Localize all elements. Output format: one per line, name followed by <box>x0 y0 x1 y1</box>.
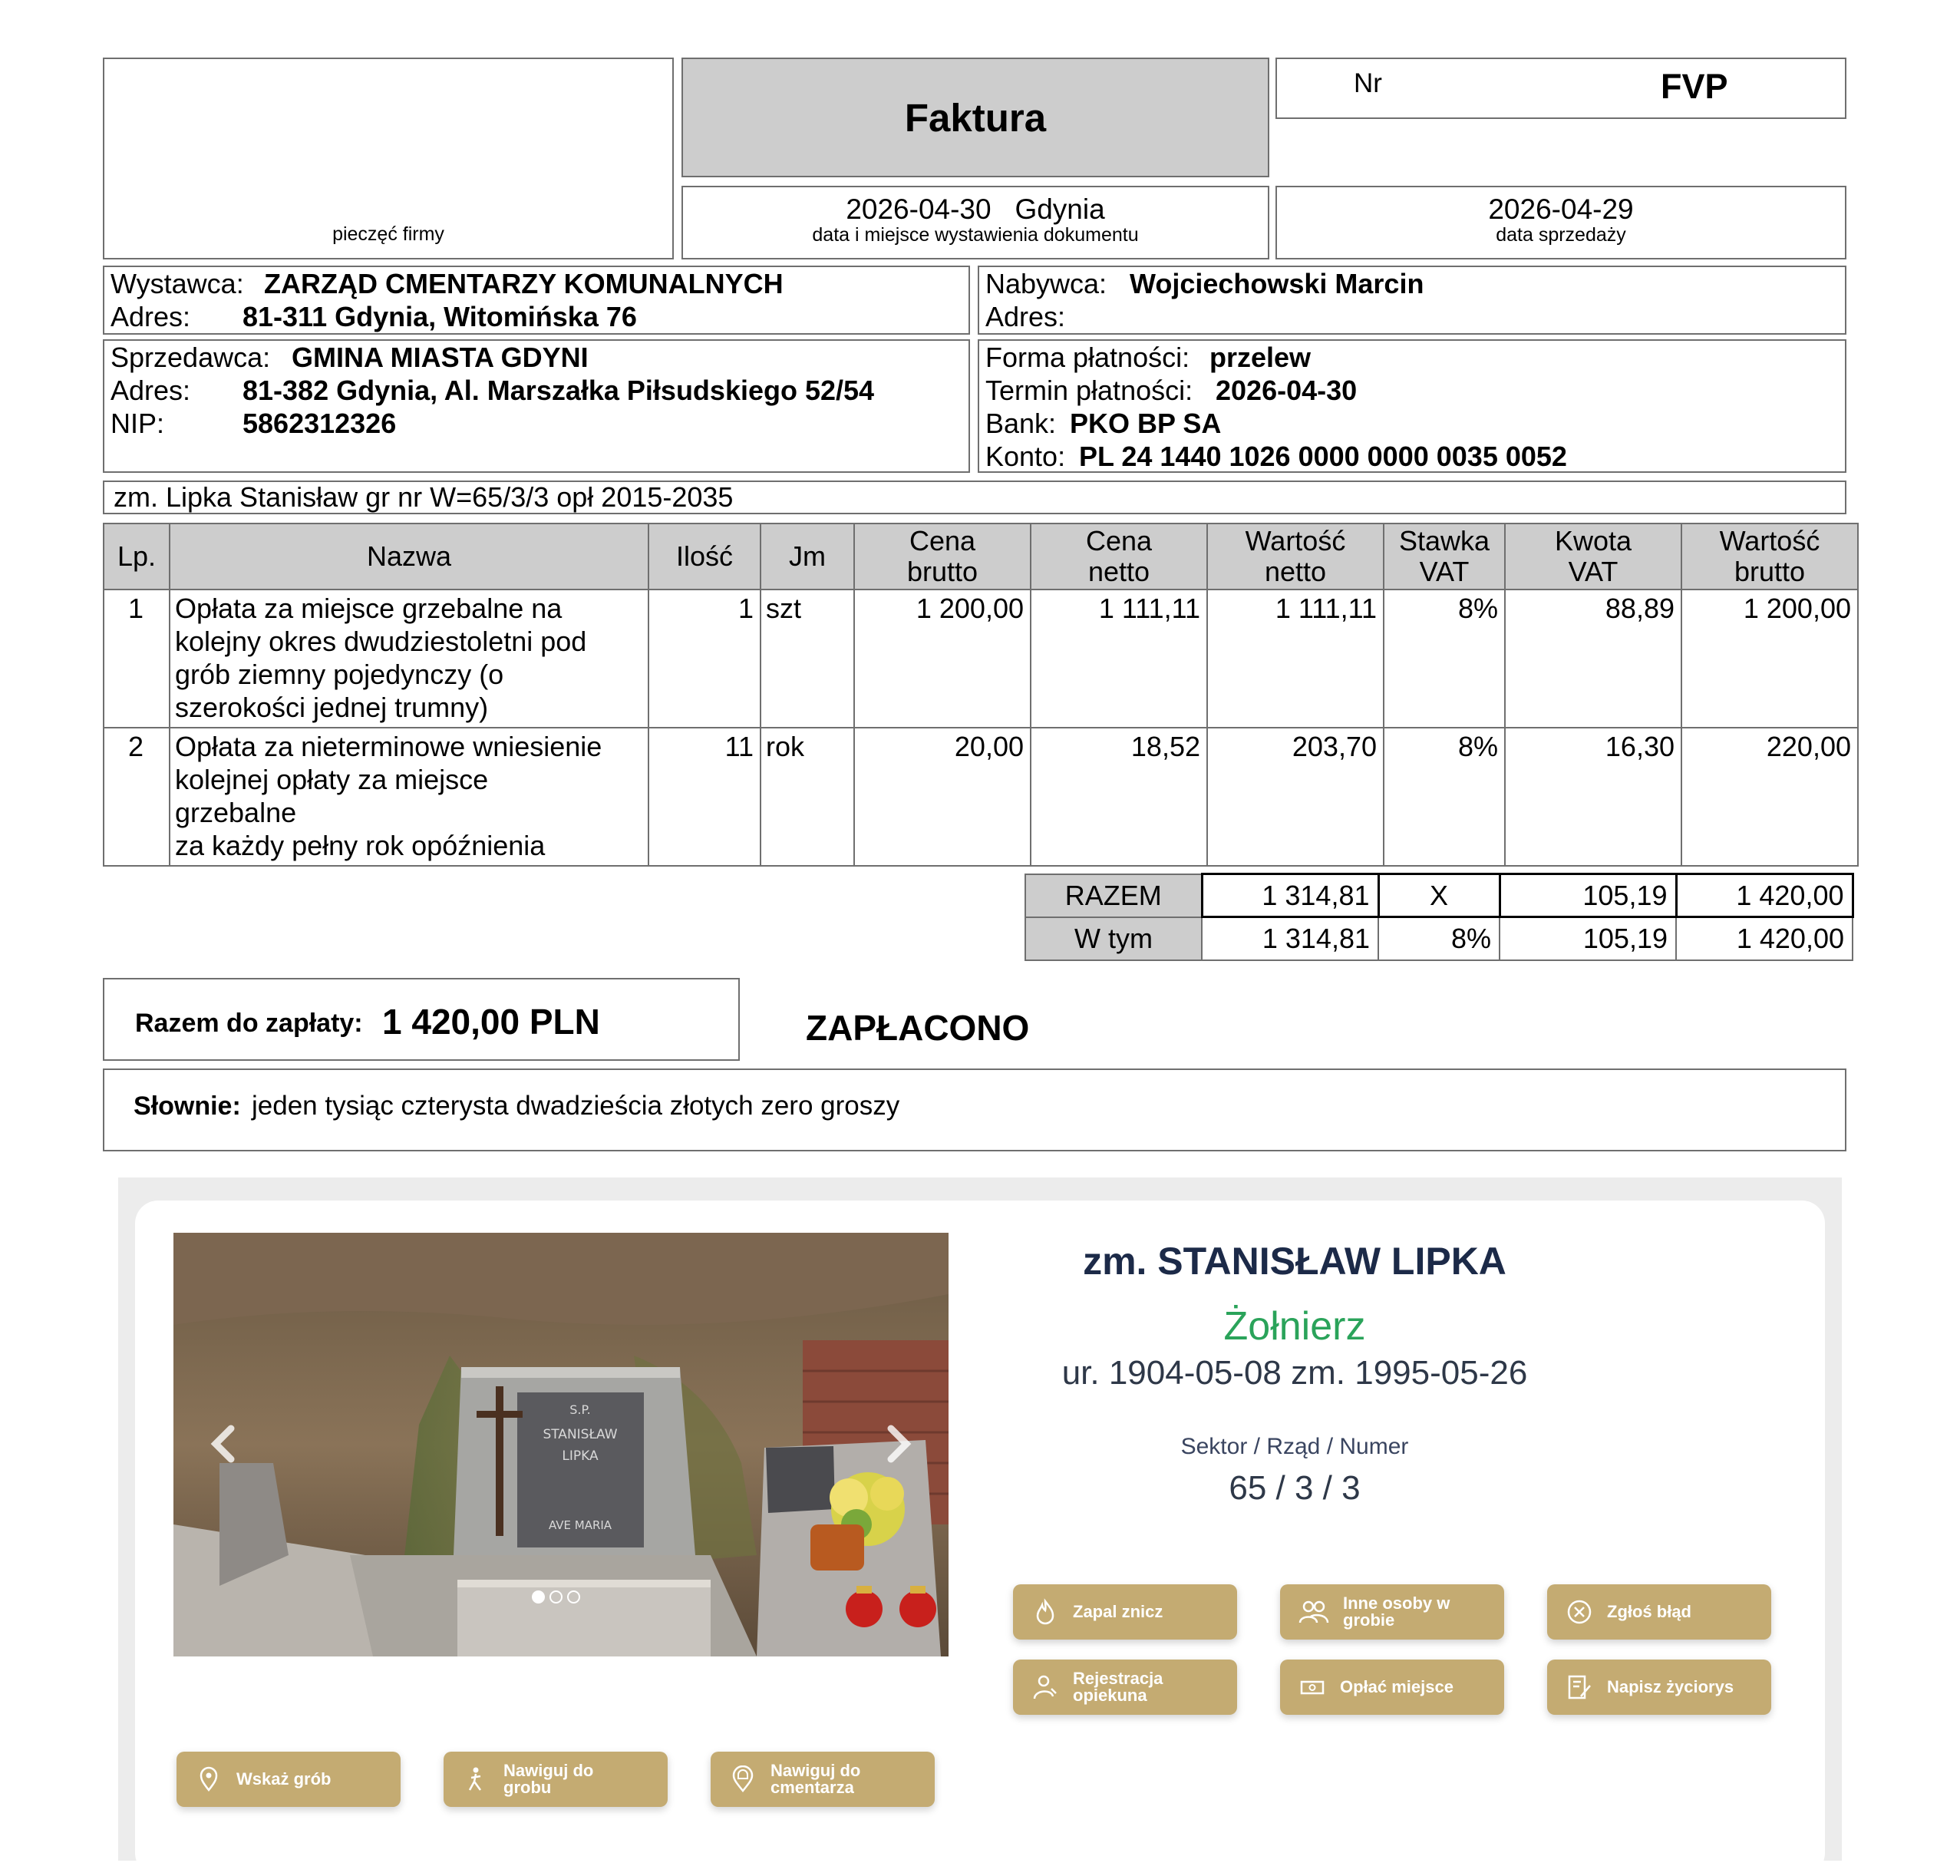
sale-date-box <box>1275 186 1846 259</box>
items-table <box>103 523 1859 867</box>
row-gross-price: 1 200,00 <box>854 590 1031 728</box>
summary-total-label: RAZEM <box>1025 874 1202 917</box>
invoice-number-box <box>1275 58 1846 119</box>
col-header-unit: Jm <box>761 523 854 590</box>
payment-due-label: Termin płatności: <box>985 375 1193 406</box>
summary-table <box>1025 873 1854 961</box>
seller-nip-label: NIP: <box>111 408 165 439</box>
invoice-number-value: FVP <box>1661 67 1728 106</box>
issuer-section <box>103 266 970 335</box>
payment-section <box>978 339 1846 473</box>
write-biography-label: Napisz życiorys <box>1607 1677 1734 1696</box>
amount-in-words-value: jeden tysiąc czterysta dwadzieścia złotych zero groszy <box>252 1091 900 1121</box>
payment-form-label: Forma płatności: <box>985 342 1190 373</box>
navigate-cemetery-button[interactable] <box>711 1752 935 1807</box>
others-in-grave-label: Inne osoby w grobie <box>1343 1594 1450 1630</box>
table-header-row <box>104 523 1858 590</box>
row-gross-value: 1 200,00 <box>1681 590 1858 728</box>
seller-address: 81-382 Gdynia, Al. Marszałka Piłsudskiego 52/54 <box>243 375 875 406</box>
sale-caption: data sprzedaży <box>1496 224 1626 246</box>
payment-form: przelew <box>1209 342 1312 373</box>
row-lp: 2 <box>104 728 170 866</box>
navigate-cemetery-label: Nawiguj do cmentarza <box>770 1761 861 1797</box>
summary-of-which-rate: 8% <box>1378 917 1500 960</box>
summary-total-net: 1 314,81 <box>1202 874 1378 917</box>
grave-location-label: Sektor / Rząd / Numer <box>1180 1434 1409 1459</box>
flame-icon <box>1031 1598 1059 1626</box>
summary-of-which-net: 1 314,81 <box>1202 917 1378 960</box>
carousel-dot[interactable] <box>549 1590 563 1604</box>
row-vat-amount: 88,89 <box>1505 590 1681 728</box>
col-header-gross-price: Cena brutto <box>854 523 1031 590</box>
sale-date: 2026-04-29 <box>1488 193 1634 225</box>
deceased-name: zm. STANISŁAW LIPKA <box>1083 1240 1506 1283</box>
row-gross-price: 20,00 <box>854 728 1031 866</box>
row-qty: 11 <box>648 728 761 866</box>
walking-person-icon <box>462 1765 490 1793</box>
people-icon <box>1298 1598 1329 1626</box>
seller-name: GMINA MIASTA GDYNI <box>292 342 589 373</box>
payment-due: 2026-04-30 <box>1216 375 1358 406</box>
row-unit: szt <box>761 590 854 728</box>
banknote-icon <box>1298 1673 1326 1701</box>
col-header-name: Nazwa <box>170 523 648 590</box>
summary-of-which-vat: 105,19 <box>1500 917 1676 960</box>
row-lp: 1 <box>104 590 170 728</box>
summary-total-vat: 105,19 <box>1500 874 1676 917</box>
table-row <box>104 728 1858 866</box>
grave-card <box>135 1201 1825 1876</box>
table-row <box>104 590 1858 728</box>
issuer-address-label: Adres: <box>111 301 191 332</box>
show-grave-label: Wskaż grób <box>236 1769 332 1788</box>
summary-of-which-gross: 1 420,00 <box>1676 917 1853 960</box>
account-label: Konto: <box>985 441 1066 472</box>
col-header-vat-amount: Kwota VAT <box>1505 523 1681 590</box>
issuer-address: 81-311 Gdynia, Witomińska 76 <box>243 301 637 332</box>
col-header-gross-value: Wartość brutto <box>1681 523 1858 590</box>
issuer-label: Wystawca: <box>111 268 244 299</box>
row-vat-amount: 16,30 <box>1505 728 1681 866</box>
row-vat-rate: 8% <box>1384 590 1505 728</box>
report-error-button[interactable] <box>1547 1584 1771 1640</box>
seller-section <box>103 339 970 473</box>
headstone-text-line: S.P. <box>569 1402 591 1417</box>
row-gross-value: 220,00 <box>1681 728 1858 866</box>
invoice-number-label: Nr <box>1354 68 1382 98</box>
carousel-dot-active[interactable] <box>532 1590 545 1604</box>
paid-stamp: ZAPŁACONO <box>806 1008 1030 1048</box>
row-net-value: 203,70 <box>1207 728 1384 866</box>
stamp-label: pieczęć firmy <box>332 223 444 245</box>
row-net-value: 1 111,11 <box>1207 590 1384 728</box>
issue-place: Gdynia <box>1015 193 1105 225</box>
company-stamp-area <box>103 58 674 259</box>
row-name: Opłata za miejsce grzebalne na kolejny okres dwudziestoletni pod grób ziemny pojedynczy (o szerokości jednej trumny) <box>170 590 648 728</box>
others-in-grave-button[interactable] <box>1280 1584 1504 1640</box>
summary-total-gross: 1 420,00 <box>1676 874 1853 917</box>
report-error-label: Zgłoś błąd <box>1607 1602 1691 1621</box>
edit-document-icon <box>1566 1673 1593 1701</box>
row-qty: 1 <box>648 590 761 728</box>
col-header-vat-rate: Stawka VAT <box>1384 523 1505 590</box>
headstone-text-line: AVE MARIA <box>548 1518 612 1532</box>
bank-label: Bank: <box>985 408 1057 439</box>
col-header-qty: Ilość <box>648 523 761 590</box>
amount-in-words-box <box>103 1068 1846 1151</box>
summary-of-which-label: W tym <box>1025 917 1202 960</box>
summary-total-rate: X <box>1378 874 1500 917</box>
buyer-address-label: Adres: <box>985 301 1066 332</box>
issuer-name: ZARZĄD CMENTARZY KOMUNALNYCH <box>264 268 784 299</box>
issue-date-box <box>681 186 1269 259</box>
col-header-lp: Lp. <box>104 523 170 590</box>
buyer-section <box>978 266 1846 335</box>
navigate-grave-button[interactable] <box>444 1752 668 1807</box>
guardian-icon <box>1031 1673 1059 1701</box>
issue-caption: data i miejsce wystawienia dokumentu <box>812 224 1139 246</box>
map-pin-icon <box>195 1765 223 1793</box>
headstone-text-line: STANISŁAW <box>543 1427 618 1442</box>
row-name: Opłata za nieterminowe wniesienie kolejnej opłaty za miejsce grzebalne za każdy pełny rok opóźnienia <box>170 728 648 866</box>
buyer-name: Wojciechowski Marcin <box>1130 268 1424 299</box>
row-net-price: 18,52 <box>1031 728 1207 866</box>
deceased-role: Żołnierz <box>1223 1304 1366 1349</box>
amount-due-box <box>103 978 740 1061</box>
amount-due-value: 1 420,00 PLN <box>382 1002 600 1042</box>
summary-of-which-row <box>1025 917 1853 960</box>
row-vat-rate: 8% <box>1384 728 1505 866</box>
error-circle-icon <box>1566 1598 1593 1626</box>
register-guardian-label: Rejestracja opiekuna <box>1073 1669 1163 1705</box>
write-biography-button[interactable] <box>1547 1660 1771 1715</box>
invoice-title-box <box>681 58 1269 177</box>
seller-address-label: Adres: <box>111 375 191 406</box>
pay-place-button[interactable] <box>1280 1660 1504 1715</box>
light-candle-label: Zapal znicz <box>1073 1602 1163 1621</box>
issue-date: 2026-04-30 <box>846 193 992 225</box>
summary-total-row <box>1025 874 1853 917</box>
register-guardian-button[interactable] <box>1013 1660 1237 1715</box>
col-header-net-value: Wartość netto <box>1207 523 1384 590</box>
seller-label: Sprzedawca: <box>111 342 271 373</box>
account-number: PL 24 1440 1026 0000 0000 0035 0052 <box>1079 441 1567 472</box>
amount-in-words-label: Słownie: <box>134 1092 241 1121</box>
row-net-price: 1 111,11 <box>1031 590 1207 728</box>
pay-place-label: Opłać miejsce <box>1340 1677 1454 1696</box>
show-grave-button[interactable] <box>177 1752 401 1807</box>
grave-location-value: 65 / 3 / 3 <box>1229 1469 1361 1507</box>
amount-due-label: Razem do zapłaty: <box>135 1009 363 1038</box>
location-cemetery-icon <box>729 1765 757 1793</box>
carousel-dot[interactable] <box>567 1590 580 1604</box>
headstone-text-line: LIPKA <box>562 1448 599 1464</box>
seller-nip: 5862312326 <box>243 408 397 439</box>
bank-name: PKO BP SA <box>1070 408 1222 439</box>
invoice-note: zm. Lipka Stanisław gr nr W=65/3/3 opł 2015-2035 <box>103 481 1846 514</box>
deceased-dates: ur. 1904-05-08 zm. 1995-05-26 <box>1061 1354 1528 1392</box>
grave-info-panel <box>118 1177 1842 1861</box>
row-unit: rok <box>761 728 854 866</box>
light-candle-button[interactable] <box>1013 1584 1237 1640</box>
col-header-net-price: Cena netto <box>1031 523 1207 590</box>
invoice-title: Faktura <box>904 95 1047 140</box>
buyer-label: Nabywca: <box>985 268 1107 299</box>
navigate-grave-label: Nawiguj do grobu <box>503 1761 594 1797</box>
